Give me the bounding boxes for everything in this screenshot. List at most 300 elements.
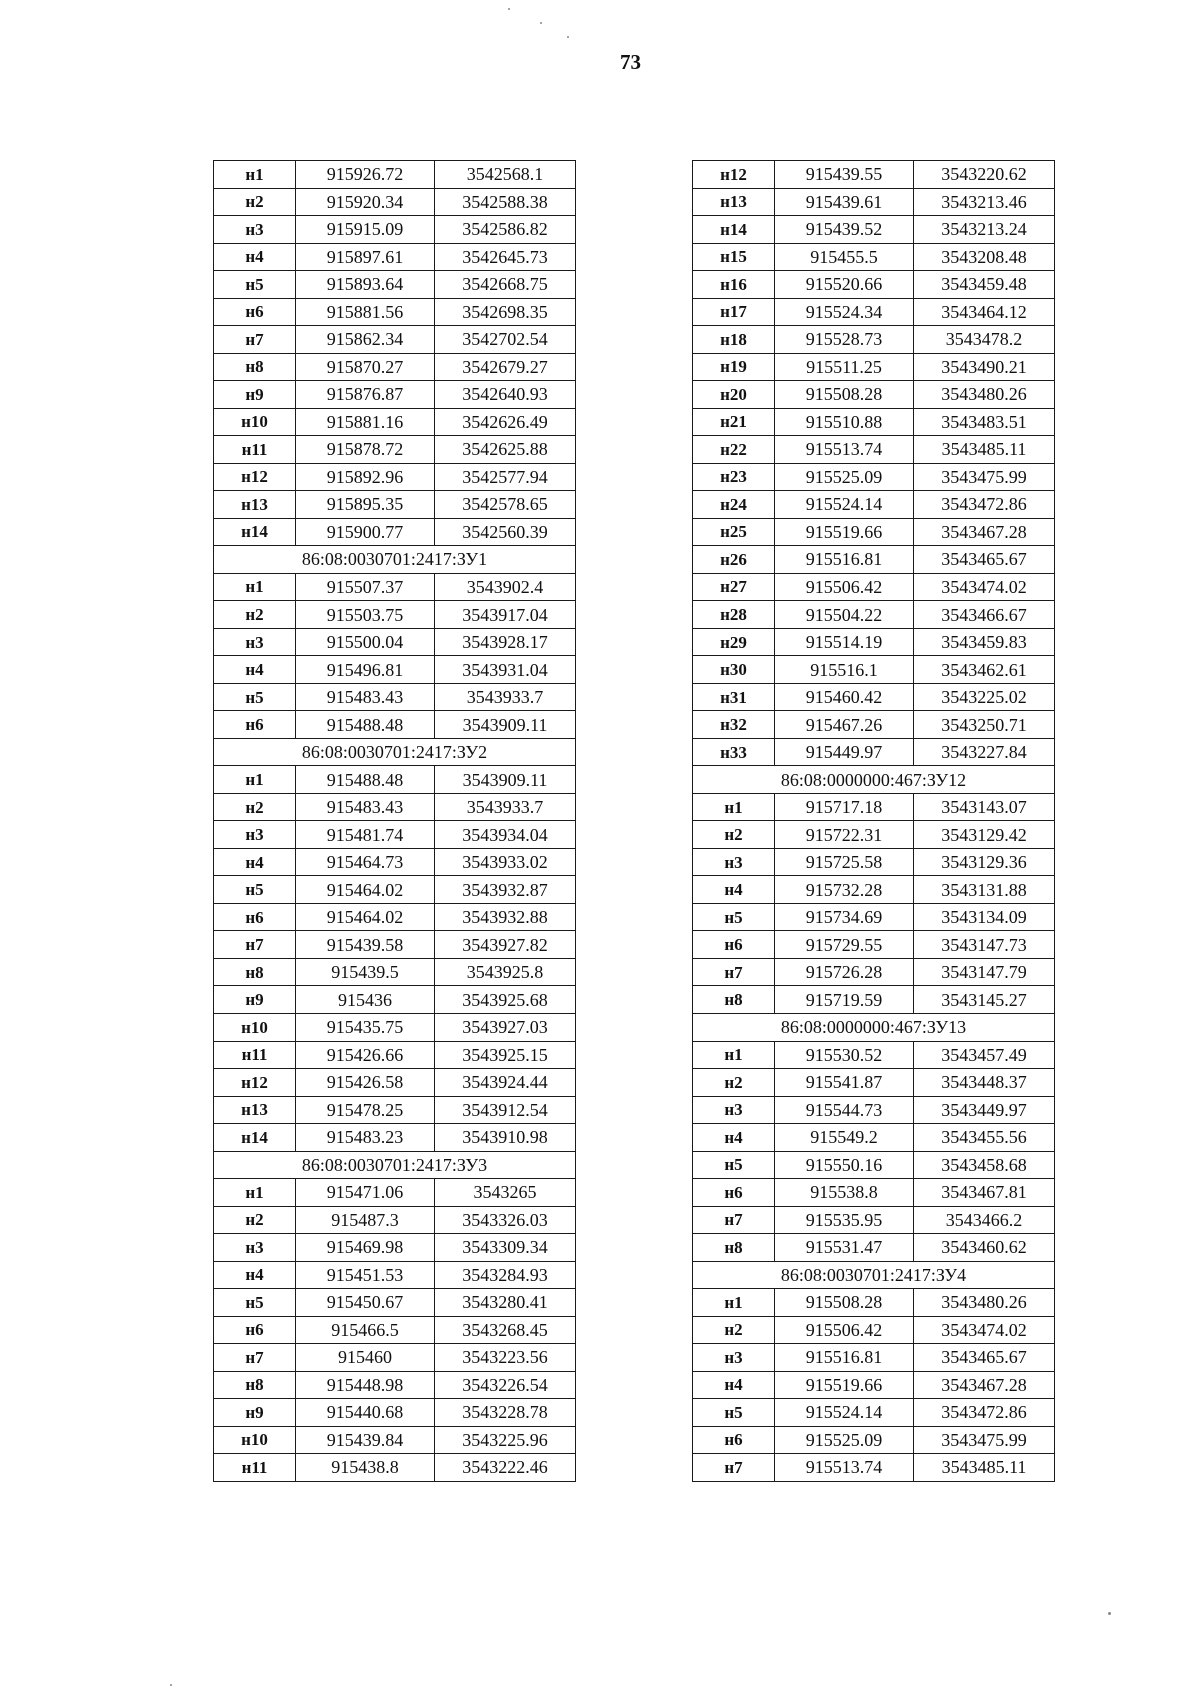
x-coordinate-cell: 915507.37 (296, 573, 435, 601)
point-id-cell: н6 (693, 1426, 775, 1454)
x-coordinate-cell: 915892.96 (296, 463, 435, 491)
table-row (693, 1289, 1055, 1317)
x-coordinate-cell: 915870.27 (296, 353, 435, 381)
table-row (214, 1069, 576, 1097)
x-coordinate-cell: 915439.58 (296, 931, 435, 959)
y-coordinate-cell: 3543220.62 (914, 161, 1055, 189)
scan-speck (508, 8, 510, 10)
parcel-cadastral-number: 86:08:0030701:2417:ЗУ1 (214, 546, 576, 574)
x-coordinate-cell: 915503.75 (296, 601, 435, 629)
point-id-cell: н2 (693, 1069, 775, 1097)
point-id-cell: н13 (693, 188, 775, 216)
parcel-cadastral-number: 86:08:0030701:2417:ЗУ2 (214, 738, 576, 766)
point-id-cell: н7 (214, 931, 296, 959)
x-coordinate-cell: 915435.75 (296, 1013, 435, 1041)
table-row (693, 903, 1055, 931)
x-coordinate-cell: 915732.28 (775, 876, 914, 904)
y-coordinate-cell: 3543145.27 (914, 986, 1055, 1014)
y-coordinate-cell: 3543208.48 (914, 243, 1055, 271)
table-row (214, 931, 576, 959)
table-row (693, 326, 1055, 354)
x-coordinate-cell: 915510.88 (775, 408, 914, 436)
x-coordinate-cell: 915915.09 (296, 216, 435, 244)
y-coordinate-cell: 3543228.78 (435, 1399, 576, 1427)
table-row (693, 188, 1055, 216)
table-row (214, 1289, 576, 1317)
scan-speck (567, 36, 569, 38)
point-id-cell: н7 (693, 1206, 775, 1234)
table-row (693, 1179, 1055, 1207)
x-coordinate-cell: 915524.14 (775, 1399, 914, 1427)
y-coordinate-cell: 3543931.04 (435, 656, 576, 684)
table-row (214, 491, 576, 519)
point-id-cell: н9 (214, 381, 296, 409)
point-id-cell: н2 (214, 601, 296, 629)
point-id-cell: н4 (214, 848, 296, 876)
table-row (693, 738, 1055, 766)
point-id-cell: н27 (693, 573, 775, 601)
table-row (214, 903, 576, 931)
table-row (693, 1344, 1055, 1372)
table-row (693, 986, 1055, 1014)
point-id-cell: н3 (214, 216, 296, 244)
x-coordinate-cell: 915514.19 (775, 628, 914, 656)
point-id-cell: н2 (214, 188, 296, 216)
x-coordinate-cell: 915717.18 (775, 793, 914, 821)
y-coordinate-cell: 3543932.87 (435, 876, 576, 904)
table-row (693, 601, 1055, 629)
x-coordinate-cell: 915538.8 (775, 1179, 914, 1207)
point-id-cell: н1 (214, 766, 296, 794)
x-coordinate-cell: 915508.28 (775, 381, 914, 409)
scan-speck (540, 22, 542, 24)
x-coordinate-cell: 915506.42 (775, 1316, 914, 1344)
table-row (693, 298, 1055, 326)
table-row (693, 793, 1055, 821)
x-coordinate-cell: 915467.26 (775, 711, 914, 739)
y-coordinate-cell: 3543466.67 (914, 601, 1055, 629)
y-coordinate-cell: 3543472.86 (914, 1399, 1055, 1427)
x-coordinate-cell: 915881.16 (296, 408, 435, 436)
table-row (693, 436, 1055, 464)
y-coordinate-cell: 3543483.51 (914, 408, 1055, 436)
y-coordinate-cell: 3542586.82 (435, 216, 576, 244)
x-coordinate-cell: 915483.23 (296, 1124, 435, 1152)
x-coordinate-cell: 915530.52 (775, 1041, 914, 1069)
point-id-cell: н8 (214, 1371, 296, 1399)
x-coordinate-cell: 915726.28 (775, 958, 914, 986)
table-row (693, 821, 1055, 849)
table-row (214, 518, 576, 546)
point-id-cell: н4 (693, 876, 775, 904)
table-row (693, 1371, 1055, 1399)
table-row (693, 381, 1055, 409)
y-coordinate-cell: 3542568.1 (435, 161, 576, 189)
y-coordinate-cell: 3543474.02 (914, 573, 1055, 601)
point-id-cell: н9 (214, 1399, 296, 1427)
table-row (693, 243, 1055, 271)
x-coordinate-cell: 915513.74 (775, 436, 914, 464)
point-id-cell: н3 (214, 821, 296, 849)
x-coordinate-cell: 915544.73 (775, 1096, 914, 1124)
y-coordinate-cell: 3543475.99 (914, 463, 1055, 491)
x-coordinate-cell: 915483.43 (296, 683, 435, 711)
x-coordinate-cell: 915449.97 (775, 738, 914, 766)
parcel-header-row (214, 546, 576, 574)
x-coordinate-cell: 915549.2 (775, 1124, 914, 1152)
x-coordinate-cell: 915440.68 (296, 1399, 435, 1427)
y-coordinate-cell: 3543449.97 (914, 1096, 1055, 1124)
table-row (693, 1151, 1055, 1179)
y-coordinate-cell: 3542698.35 (435, 298, 576, 326)
point-id-cell: н14 (214, 1124, 296, 1152)
x-coordinate-cell: 915439.84 (296, 1426, 435, 1454)
x-coordinate-cell: 915513.74 (775, 1454, 914, 1482)
table-row (214, 381, 576, 409)
table-row (214, 161, 576, 189)
table-row (214, 1179, 576, 1207)
y-coordinate-cell: 3543467.28 (914, 1371, 1055, 1399)
table-row (214, 1206, 576, 1234)
parcel-header-row (693, 766, 1055, 794)
y-coordinate-cell: 3543143.07 (914, 793, 1055, 821)
x-coordinate-cell: 915496.81 (296, 656, 435, 684)
y-coordinate-cell: 3542679.27 (435, 353, 576, 381)
y-coordinate-cell: 3543480.26 (914, 381, 1055, 409)
y-coordinate-cell: 3543462.61 (914, 656, 1055, 684)
x-coordinate-cell: 915550.16 (775, 1151, 914, 1179)
x-coordinate-cell: 915895.35 (296, 491, 435, 519)
point-id-cell: н30 (693, 656, 775, 684)
x-coordinate-cell: 915450.67 (296, 1289, 435, 1317)
point-id-cell: н1 (214, 573, 296, 601)
table-row (693, 1234, 1055, 1262)
x-coordinate-cell: 915520.66 (775, 271, 914, 299)
y-coordinate-cell: 3542588.38 (435, 188, 576, 216)
point-id-cell: н4 (693, 1124, 775, 1152)
table-row (693, 1454, 1055, 1482)
y-coordinate-cell: 3543925.68 (435, 986, 576, 1014)
y-coordinate-cell: 3543910.98 (435, 1124, 576, 1152)
y-coordinate-cell: 3543474.02 (914, 1316, 1055, 1344)
point-id-cell: н10 (214, 1426, 296, 1454)
y-coordinate-cell: 3543222.46 (435, 1454, 576, 1482)
y-coordinate-cell: 3543147.73 (914, 931, 1055, 959)
x-coordinate-cell: 915487.3 (296, 1206, 435, 1234)
x-coordinate-cell: 915531.47 (775, 1234, 914, 1262)
point-id-cell: н10 (214, 408, 296, 436)
table-row (214, 408, 576, 436)
table-row (693, 1316, 1055, 1344)
scan-speck (170, 1684, 172, 1686)
x-coordinate-cell: 915439.52 (775, 216, 914, 244)
x-coordinate-cell: 915719.59 (775, 986, 914, 1014)
point-id-cell: н8 (214, 353, 296, 381)
point-id-cell: н1 (693, 1289, 775, 1317)
point-id-cell: н7 (214, 326, 296, 354)
point-id-cell: н6 (214, 298, 296, 326)
point-id-cell: н16 (693, 271, 775, 299)
table-row (214, 1124, 576, 1152)
x-coordinate-cell: 915516.1 (775, 656, 914, 684)
point-id-cell: н10 (214, 1013, 296, 1041)
point-id-cell: н4 (214, 656, 296, 684)
x-coordinate-cell: 915500.04 (296, 628, 435, 656)
x-coordinate-cell: 915460.42 (775, 683, 914, 711)
table-row (693, 656, 1055, 684)
y-coordinate-cell: 3543466.2 (914, 1206, 1055, 1234)
x-coordinate-cell: 915471.06 (296, 1179, 435, 1207)
y-coordinate-cell: 3543309.34 (435, 1234, 576, 1262)
x-coordinate-cell: 915481.74 (296, 821, 435, 849)
table-row (214, 793, 576, 821)
table-row (214, 1371, 576, 1399)
point-id-cell: н1 (693, 1041, 775, 1069)
table-row (693, 518, 1055, 546)
parcel-header-row (693, 1013, 1055, 1041)
point-id-cell: н7 (693, 1454, 775, 1482)
x-coordinate-cell: 915525.09 (775, 1426, 914, 1454)
point-id-cell: н5 (693, 1399, 775, 1427)
x-coordinate-cell: 915488.48 (296, 766, 435, 794)
point-id-cell: н33 (693, 738, 775, 766)
y-coordinate-cell: 3543455.56 (914, 1124, 1055, 1152)
table-row (693, 353, 1055, 381)
table-row (214, 271, 576, 299)
table-row (693, 1069, 1055, 1097)
y-coordinate-cell: 3543265 (435, 1179, 576, 1207)
y-coordinate-cell: 3543490.21 (914, 353, 1055, 381)
x-coordinate-cell: 915466.5 (296, 1316, 435, 1344)
x-coordinate-cell: 915525.09 (775, 463, 914, 491)
y-coordinate-cell: 3543458.68 (914, 1151, 1055, 1179)
table-row (693, 1399, 1055, 1427)
table-row (693, 1041, 1055, 1069)
y-coordinate-cell: 3543467.81 (914, 1179, 1055, 1207)
table-row (214, 711, 576, 739)
table-row (214, 1454, 576, 1482)
point-id-cell: н2 (693, 1316, 775, 1344)
table-row (693, 463, 1055, 491)
y-coordinate-cell: 3543912.54 (435, 1096, 576, 1124)
point-id-cell: н11 (214, 1041, 296, 1069)
table-row (214, 1234, 576, 1262)
x-coordinate-cell: 915439.61 (775, 188, 914, 216)
point-id-cell: н6 (693, 931, 775, 959)
table-row (693, 1096, 1055, 1124)
table-row (693, 628, 1055, 656)
x-coordinate-cell: 915519.66 (775, 518, 914, 546)
point-id-cell: н6 (214, 711, 296, 739)
x-coordinate-cell: 915519.66 (775, 1371, 914, 1399)
point-id-cell: н17 (693, 298, 775, 326)
x-coordinate-cell: 915439.5 (296, 958, 435, 986)
x-coordinate-cell: 915451.53 (296, 1261, 435, 1289)
parcel-cadastral-number: 86:08:0000000:467:ЗУ13 (693, 1013, 1055, 1041)
coordinates-table-left-body (214, 161, 576, 1482)
x-coordinate-cell: 915881.56 (296, 298, 435, 326)
table-row (214, 1399, 576, 1427)
x-coordinate-cell: 915878.72 (296, 436, 435, 464)
point-id-cell: н4 (214, 243, 296, 271)
y-coordinate-cell: 3543465.67 (914, 546, 1055, 574)
y-coordinate-cell: 3543928.17 (435, 628, 576, 656)
y-coordinate-cell: 3543268.45 (435, 1316, 576, 1344)
point-id-cell: н6 (693, 1179, 775, 1207)
parcel-cadastral-number: 86:08:0030701:2417:ЗУ3 (214, 1151, 576, 1179)
y-coordinate-cell: 3543464.12 (914, 298, 1055, 326)
y-coordinate-cell: 3543250.71 (914, 711, 1055, 739)
x-coordinate-cell: 915508.28 (775, 1289, 914, 1317)
x-coordinate-cell: 915506.42 (775, 573, 914, 601)
x-coordinate-cell: 915541.87 (775, 1069, 914, 1097)
point-id-cell: н7 (214, 1344, 296, 1372)
coordinates-table-right-body (693, 161, 1055, 1482)
point-id-cell: н15 (693, 243, 775, 271)
table-row (693, 573, 1055, 601)
x-coordinate-cell: 915528.73 (775, 326, 914, 354)
point-id-cell: н5 (214, 271, 296, 299)
table-row (693, 271, 1055, 299)
x-coordinate-cell: 915722.31 (775, 821, 914, 849)
point-id-cell: н5 (214, 1289, 296, 1317)
y-coordinate-cell: 3543927.82 (435, 931, 576, 959)
table-row (214, 1096, 576, 1124)
x-coordinate-cell: 915426.66 (296, 1041, 435, 1069)
y-coordinate-cell: 3543925.15 (435, 1041, 576, 1069)
table-row (214, 1041, 576, 1069)
y-coordinate-cell: 3542578.65 (435, 491, 576, 519)
y-coordinate-cell: 3543472.86 (914, 491, 1055, 519)
x-coordinate-cell: 915464.73 (296, 848, 435, 876)
y-coordinate-cell: 3542645.73 (435, 243, 576, 271)
y-coordinate-cell: 3543225.96 (435, 1426, 576, 1454)
y-coordinate-cell: 3543448.37 (914, 1069, 1055, 1097)
x-coordinate-cell: 915516.81 (775, 546, 914, 574)
point-id-cell: н4 (214, 1261, 296, 1289)
point-id-cell: н29 (693, 628, 775, 656)
point-id-cell: н5 (693, 903, 775, 931)
point-id-cell: н2 (693, 821, 775, 849)
y-coordinate-cell: 3543467.28 (914, 518, 1055, 546)
point-id-cell: н5 (214, 683, 296, 711)
x-coordinate-cell: 915439.55 (775, 161, 914, 189)
y-coordinate-cell: 3542626.49 (435, 408, 576, 436)
point-id-cell: н25 (693, 518, 775, 546)
table-row (214, 216, 576, 244)
table-row (693, 848, 1055, 876)
y-coordinate-cell: 3543457.49 (914, 1041, 1055, 1069)
y-coordinate-cell: 3543933.02 (435, 848, 576, 876)
y-coordinate-cell: 3543280.41 (435, 1289, 576, 1317)
table-row (693, 958, 1055, 986)
x-coordinate-cell: 915524.14 (775, 491, 914, 519)
table-row (214, 326, 576, 354)
point-id-cell: н8 (693, 1234, 775, 1262)
y-coordinate-cell: 3543465.67 (914, 1344, 1055, 1372)
point-id-cell: н28 (693, 601, 775, 629)
x-coordinate-cell: 915504.22 (775, 601, 914, 629)
table-row (214, 463, 576, 491)
table-row (214, 1344, 576, 1372)
x-coordinate-cell: 915464.02 (296, 876, 435, 904)
table-row (214, 436, 576, 464)
table-row (214, 1261, 576, 1289)
y-coordinate-cell: 3543227.84 (914, 738, 1055, 766)
table-row (214, 848, 576, 876)
table-row (214, 986, 576, 1014)
table-row (693, 876, 1055, 904)
parcel-header-row (214, 1151, 576, 1179)
table-row (214, 876, 576, 904)
y-coordinate-cell: 3543460.62 (914, 1234, 1055, 1262)
point-id-cell: н19 (693, 353, 775, 381)
point-id-cell: н6 (214, 903, 296, 931)
x-coordinate-cell: 915483.43 (296, 793, 435, 821)
table-row (214, 1426, 576, 1454)
table-row (214, 1013, 576, 1041)
point-id-cell: н1 (693, 793, 775, 821)
table-row (693, 546, 1055, 574)
point-id-cell: н21 (693, 408, 775, 436)
x-coordinate-cell: 915535.95 (775, 1206, 914, 1234)
y-coordinate-cell: 3543226.54 (435, 1371, 576, 1399)
point-id-cell: н14 (214, 518, 296, 546)
point-id-cell: н3 (214, 1234, 296, 1262)
point-id-cell: н2 (214, 1206, 296, 1234)
point-id-cell: н8 (693, 986, 775, 1014)
y-coordinate-cell: 3543933.7 (435, 793, 576, 821)
point-id-cell: н23 (693, 463, 775, 491)
point-id-cell: н9 (214, 986, 296, 1014)
point-id-cell: н11 (214, 1454, 296, 1482)
point-id-cell: н5 (214, 876, 296, 904)
point-id-cell: н2 (214, 793, 296, 821)
point-id-cell: н13 (214, 1096, 296, 1124)
y-coordinate-cell: 3543213.24 (914, 216, 1055, 244)
point-id-cell: н3 (693, 1096, 775, 1124)
table-row (693, 161, 1055, 189)
point-id-cell: н12 (693, 161, 775, 189)
y-coordinate-cell: 3543147.79 (914, 958, 1055, 986)
point-id-cell: н6 (214, 1316, 296, 1344)
parcel-header-row (214, 738, 576, 766)
y-coordinate-cell: 3543485.11 (914, 436, 1055, 464)
point-id-cell: н7 (693, 958, 775, 986)
y-coordinate-cell: 3543932.88 (435, 903, 576, 931)
y-coordinate-cell: 3543131.88 (914, 876, 1055, 904)
y-coordinate-cell: 3542560.39 (435, 518, 576, 546)
x-coordinate-cell: 915920.34 (296, 188, 435, 216)
y-coordinate-cell: 3543129.36 (914, 848, 1055, 876)
x-coordinate-cell: 915436 (296, 986, 435, 1014)
x-coordinate-cell: 915725.58 (775, 848, 914, 876)
y-coordinate-cell: 3543909.11 (435, 711, 576, 739)
x-coordinate-cell: 915455.5 (775, 243, 914, 271)
point-id-cell: н8 (214, 958, 296, 986)
x-coordinate-cell: 915448.98 (296, 1371, 435, 1399)
point-id-cell: н1 (214, 161, 296, 189)
table-row (214, 628, 576, 656)
x-coordinate-cell: 915478.25 (296, 1096, 435, 1124)
table-row (693, 216, 1055, 244)
point-id-cell: н20 (693, 381, 775, 409)
y-coordinate-cell: 3543480.26 (914, 1289, 1055, 1317)
y-coordinate-cell: 3542577.94 (435, 463, 576, 491)
point-id-cell: н14 (693, 216, 775, 244)
y-coordinate-cell: 3543909.11 (435, 766, 576, 794)
x-coordinate-cell: 915897.61 (296, 243, 435, 271)
